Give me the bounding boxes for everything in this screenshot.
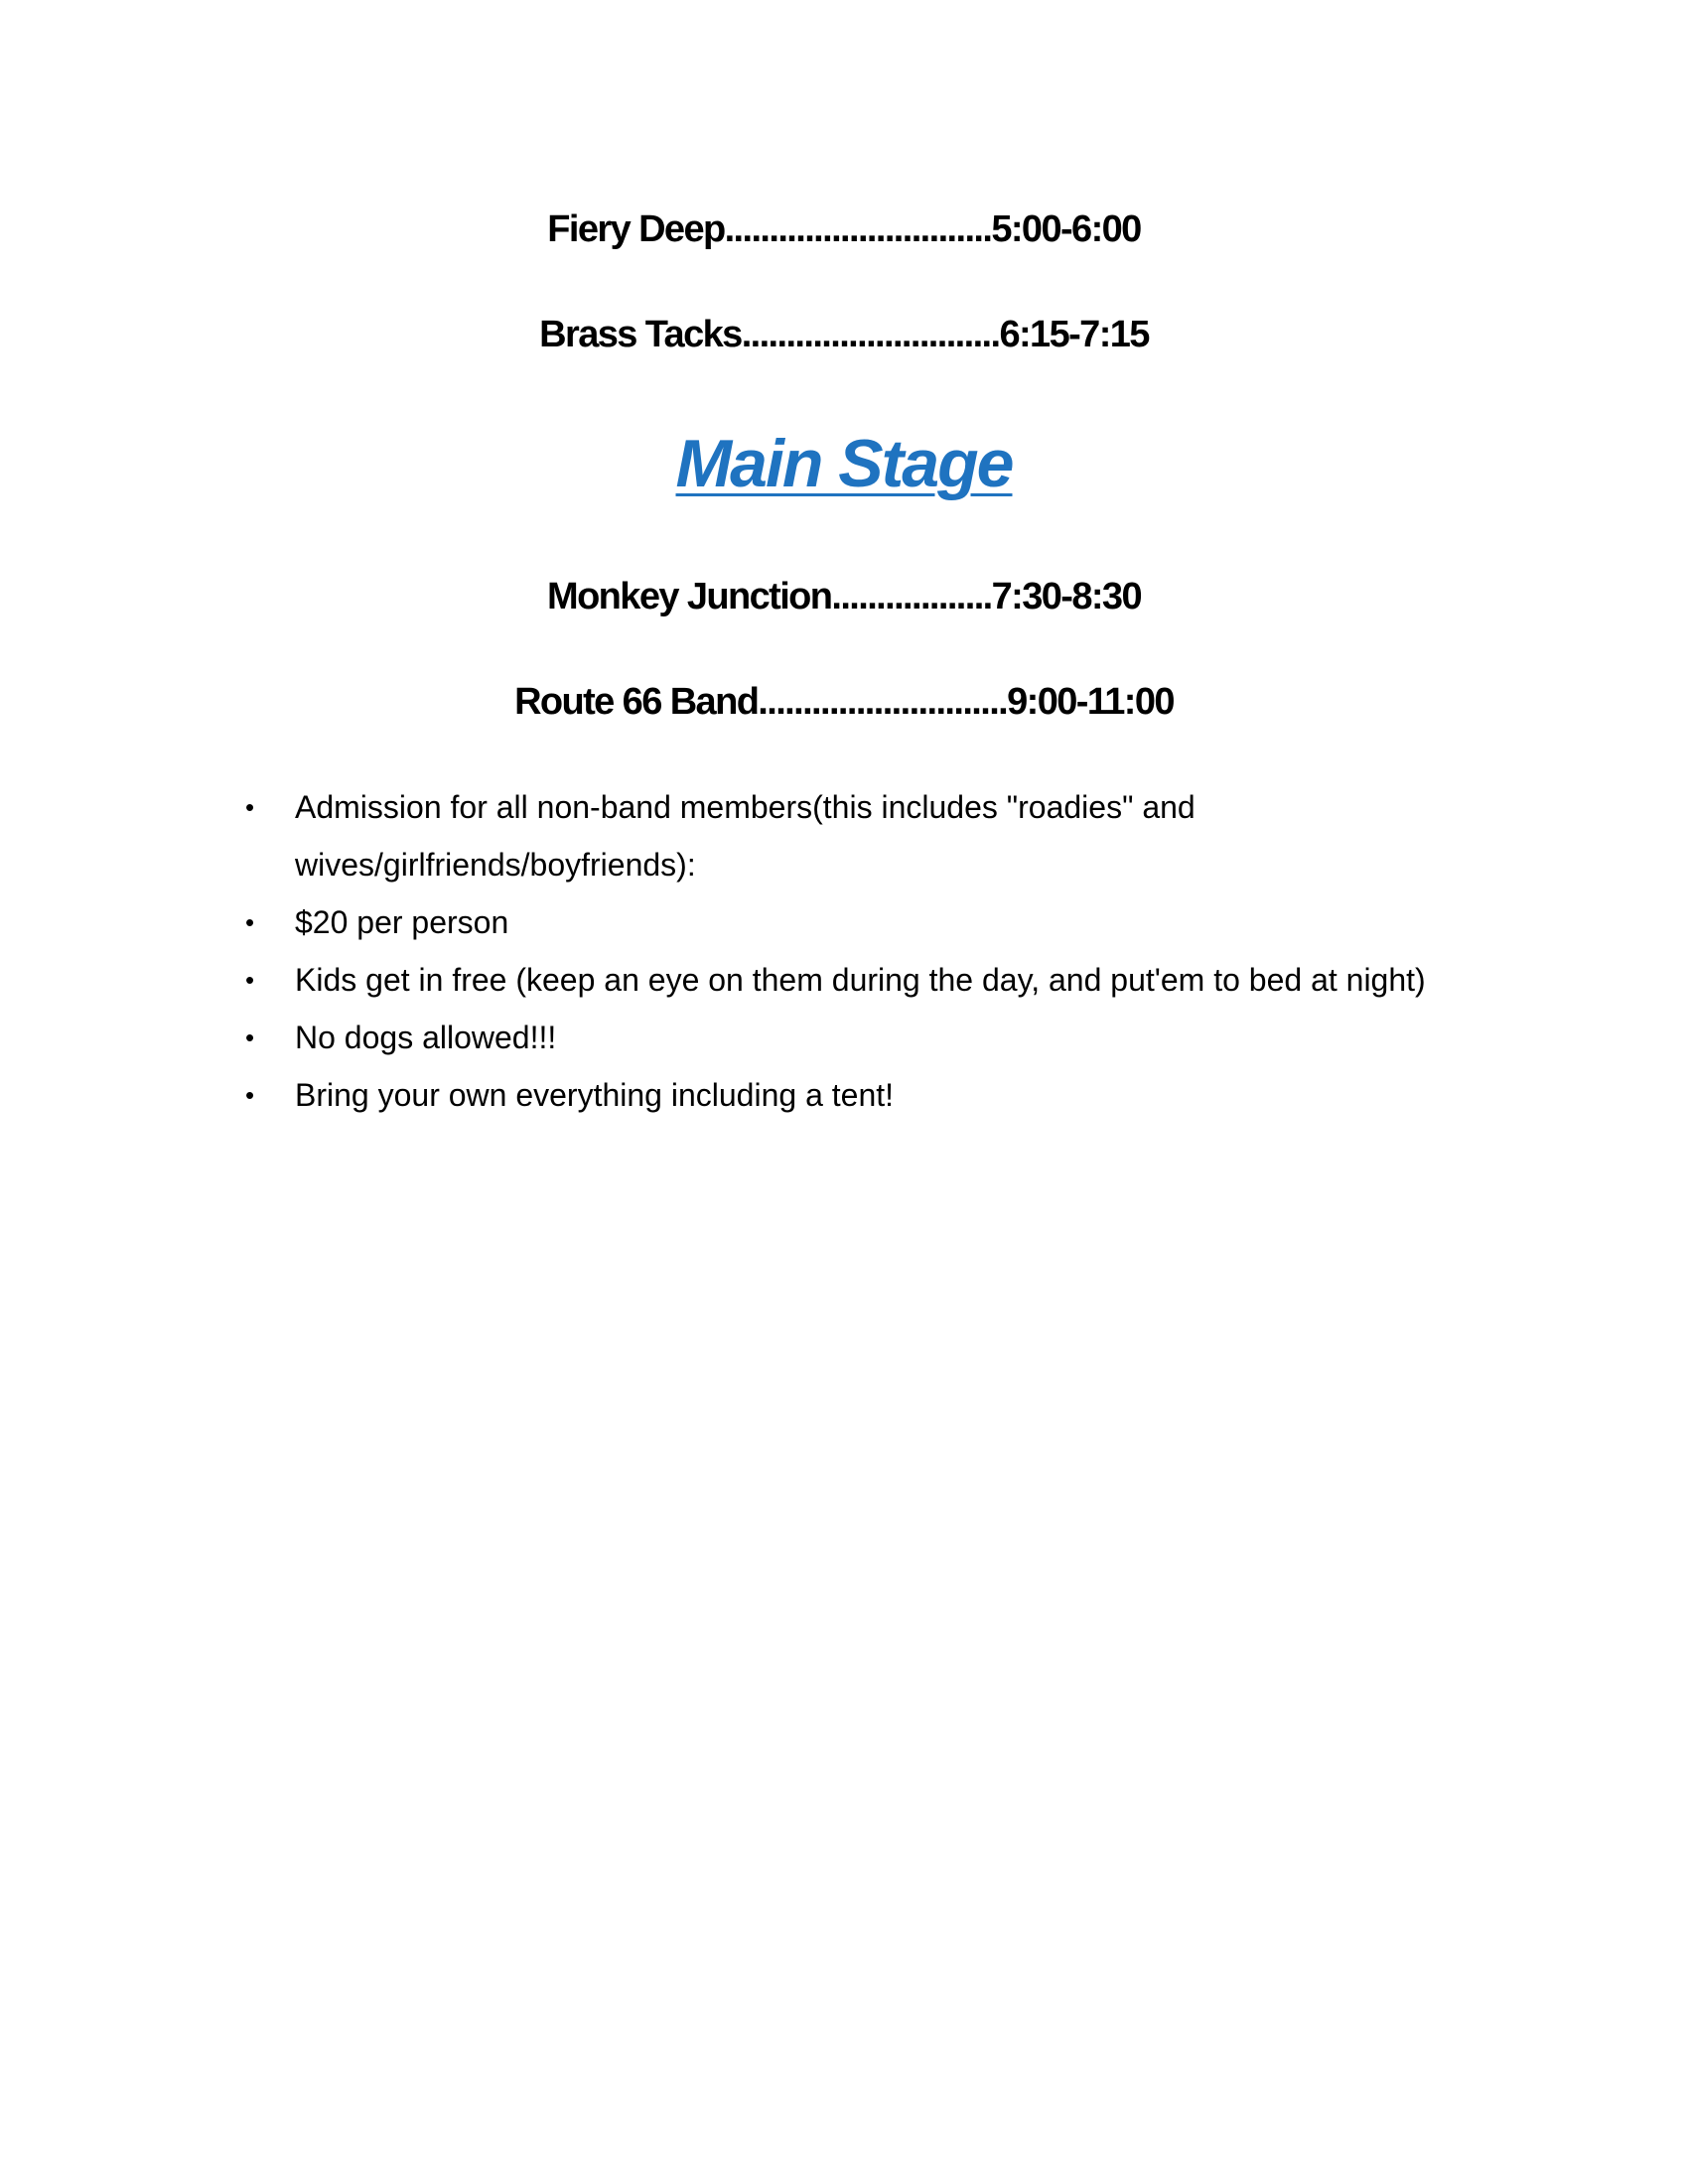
list-item-text: Kids get in free (keep an eye on them during the day, and put'em to bed at night) <box>295 962 1426 998</box>
schedule-entry-monkey-junction: Monkey Junction..................7:30-8:30 <box>547 576 1141 617</box>
list-item-dogs <box>245 1009 1536 1066</box>
list-item-text: Admission for all non-band members(this includes "roadies" and wives/girlfriends/boyfriends): <box>295 789 1196 883</box>
list-item-text: Bring your own everything including a tent! <box>295 1077 895 1113</box>
list-item-admission <box>245 778 1536 893</box>
bullet-icon: • <box>245 965 255 995</box>
schedule-entry-route-66-band: Route 66 Band............................9:00-11:00 <box>514 681 1174 723</box>
bullet-icon: • <box>245 792 255 822</box>
list-item-kids <box>245 951 1536 1009</box>
info-bullet-list <box>245 778 1536 1124</box>
main-stage-heading-text: Main Stage <box>675 426 1013 501</box>
list-item-text: $20 per person <box>295 904 509 940</box>
main-stage-heading <box>0 426 1688 501</box>
list-item-text: No dogs allowed!!! <box>295 1020 557 1055</box>
list-item-bring-own <box>245 1066 1536 1124</box>
schedule-entry-brass-tacks: Brass Tacks.............................6:15-7:15 <box>539 314 1149 355</box>
list-item-price <box>245 893 1536 951</box>
bullet-icon: • <box>245 1080 255 1110</box>
schedule-entry-fiery-deep: Fiery Deep..............................5:00-6:00 <box>547 208 1141 250</box>
bullet-icon: • <box>245 907 255 937</box>
bullet-icon: • <box>245 1023 255 1052</box>
